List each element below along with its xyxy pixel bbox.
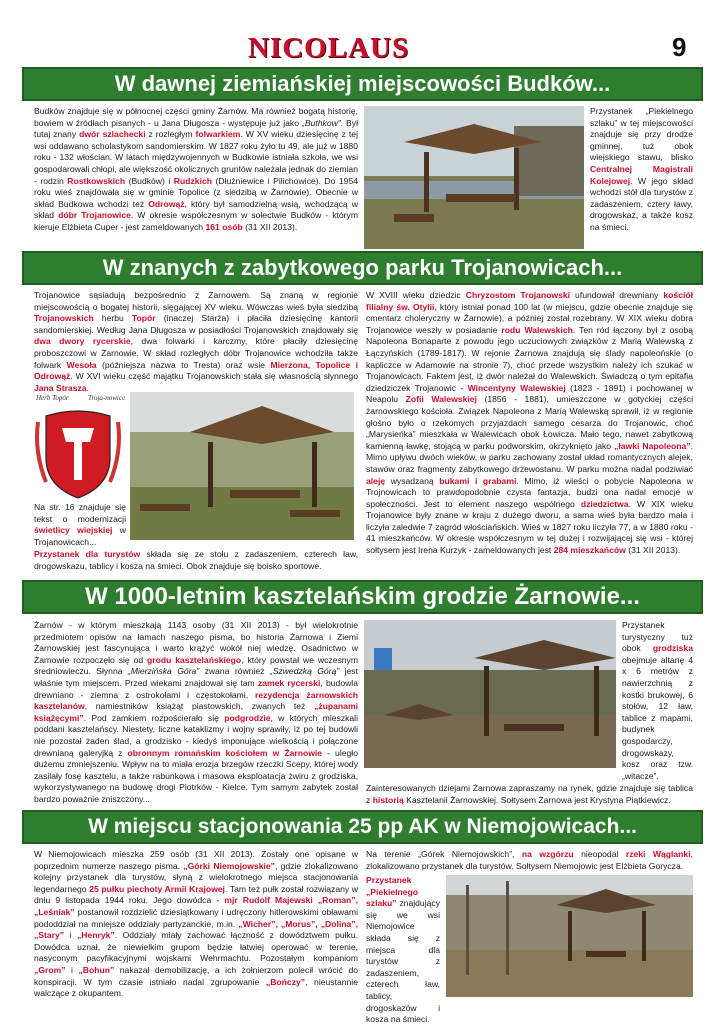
coat-of-arms [32, 392, 124, 502]
zarnow-stop-text: Przystanek turystyczny tuż obok grodziska obejmuje altanę 4 x 6 metrów z nawierzchnią z kostki brukowej, 6 stołów, 12 ław, tablice z mapami, budynek gospodarczy, drogowskazy, kosz oraz tzw. „witacze”. [622, 620, 693, 781]
trojanowice-left-text: Trojanowice sąsiadują bezpośrednio z Żarnowem. Są znaną w regionie miejscowością o bogatej historii, sięgającej XV wieku. Wówczas wieś była siedzibą Trojanowskich herbu Topór (inaczej Starża) i płaciła dziesięcinę kantorii sandomierskiej. Według Jana Długosza w posiadłości Trojanowskich znajdowały się dwa dwory rycerskie, dwa folwarki i karczmy, które płaciły dziesięcinę proboszczowi w Żarnowie. W skład rozległych dóbr Trojanowice wchodziła także folwark Wesoła (późniejsza nazwa to Tresta) oraz wsie Mierzona, Topolice i Odrowąż. W XVI wieku część majątku Trojanowskich stała się własnością słynnego Jana Strasza. [34, 290, 358, 393]
trojanowice-photo-shelter [130, 392, 354, 540]
niemojowice-intro-text: Na terenie „Górek Niemojowskich”, na wzgórzu nieopodal rzeki Wąglanki, zlokalizowano przystanek dla turystów. Sołtysem Niemojowic jest Elżbieta Gorycza. [366, 849, 693, 871]
trojanowice-right-text: W XVIII wieku dziedzic Chryzostom Trojanowski ufundował drewniany kościół filialny św. Otylii, który istniał ponad 100 lat (w miejscu, gdzie obecnie znajduje się cmentarz choleryczny w Żarnowie), a później został rozebrany. W XIX wieku dobra Trojanowice weszły w posiadanie rodu Walewskich. Ten ród łączony był z osobą Napoleona Bonaparte z powodu jego uczuciowych związków z Marią Walewską z Łączyńskich (1789-1817). W rejonie Żarnowa znajdują się ślady napoleońskie (o kapliczce w Adamowie na stronie 7), choć przede wszystkim należy ich szukać w Trojanowicach. Faktem jest, iż dwór należał do Walewskich. Świadczą o tym epitafia dziedziczek Trojanowic - Wincentyny Walewskiej (1823 - 1891) i pochowanej w Neapolu Zofii Walewskiej (1856 - 1881), umieszczone w gotyckiej części żarnowskiego kościoła. Związek Napoleona z Marią Walewską sprawił, iż w regionie głośno było o rzekomych przyjazdach samego cesarza do Trojanowic, choć „Marysieńka” mieszkała w Walewicach obok Łowicza. Mało tego, nawet zabytkową kamienną ławkę, stojącą w parku podworskim, okrzyknięto jako „ławki Napoleona”. Mimo upływu dwóch wieków, w parku zachowany został układ romantycznych alejek, stawów oraz fragmenty zabytkowego drzewostanu. W parku można nadal podziwiać aleję wysadzaną bukami i grabami. Mimo, iż wieści o pobycie Napoleona w Trojnowicach to prawdopodobnie czysta fantazja, budzi ona nadal emocje w społeczności. Jest to element naszego wspólnego dziedzictwa. W XIX wieku Trojanowice były znane w kraju z dużego dworu, a sama wieś była bardzo mała i liczyła zaledwie 7 zagród włościańskich. Wieś w 1827 roku liczyła 77, a w 1880 roku - 41 mieszkańców. W okresie współczesnym w tej dużej i rozwijającej się wsi - której sołtysem jest Irena Kurzyk - zameldowanych jest 284 mieszkańców (31 XII 2013). [366, 290, 694, 556]
niemojowice-stop-text: Przystanek „Piekielnego szlaku” znajdujący się we wsi Niemojowice składa się z miejsca dla turystów z zadaszeniem, czterech ław, tablicy, drogoskazów i kosza na śmieci. [366, 875, 440, 1025]
trojanowice-stop-text: Przystanek dla turystów składa się ze stołu z zadaszeniem, czterech ław, drogowskazu, tablicy i kosza na śmieci. Obok znajduje się boisko sportowe. [34, 549, 358, 571]
herb-label-2: Troja-nowice [88, 394, 126, 402]
zarnow-market-text: Zainteresowanych dziejami Żarnowa zapraszamy na rynek, gdzie znajduje się tablica z historią Kasztelanii Żarnowskiej. Sołtysem Żarnowa jest Krystyna Piątkiewicz. [366, 783, 693, 805]
budkow-stop-text: Przystanek „Piekielnego szlaku” w tej miejscowości znajduje się przy drodze gminnej, tuż obok wiejskiego stawu, blisko Centralnej Magistrali Kolejowej. W jego skład wchodzi stół dla turystów z zadaszeniem, cztery ławy, drogowskaz, a także kosz na śmieci. [590, 106, 693, 232]
budkow-photo-shelter [364, 106, 584, 249]
zarnow-photo-shelter [364, 620, 616, 768]
herb-label-1: Herb Topór [36, 394, 69, 402]
niemojowice-photo-shelter [446, 875, 693, 997]
section-title-niemojowice: W miejscu stacjonowania 25 pp AK w Niemojowicach... [22, 810, 703, 844]
svetlica-note: Na str. 16 znajduje się tekst o modernizacji świetlicy wiejskiej w Trojanowicach... [34, 502, 126, 547]
page-number: 9 [672, 32, 687, 62]
niemojowice-body-text: W Niemojowicach mieszka 259 osób (31 XII 2013). Zostały one opisane w poprzednim numerze naszego pisma. „Górki Niemojowskie”, gdzie zlokalizowano kolejny przystanek dla turystów, słyną z wielokrotnego miejsca stacjonowania legendarnego 25 pułku piechoty Armii Krajowej. Tam też pułk został rozwiązany w dniu 9 listopada 1944 roku. Jego dowódca - mjr Rudolf Majewski „Roman”, „Leśniak” postanowił rozdzielić dziesiątkowany i udręczony hitlerowskimi obławami pododdział na mniejsze oddziały partyzanckie, m.in. „Wicher”, „Morus”, „Dolina”, „Stary” i „Henryk”. Oddziały miały zachować łączność z dowództwem pułku. Dowódca uznał, że niewielkim grupom będzie łatwiej operować w terenie, nasyconym pacyfikacyjnymi wojskami Wehrmachtu. Pozostałym kompaniom „Grom” i „Bohun” nakazał demobilizację, a ich żołnierzom polecił wrócić do konspiracji. W tym czasie istniało nadal zgrupowanie „Bończy”, nieustannie walczące z okupantem. [34, 849, 359, 999]
budkow-body-text: Budków znajduje się w północnej części gminy Żarnów. Ma również bogatą historię, bowiem w źródłach pisanych - u Jana Długosza - występuje już jako „Buthkow”. Był tutaj znany dwór szlachecki z rozległym folwarkiem. W XV wieku dziesięcinę z tej wsi oddawano scholastykom sandomierskim. W 1827 roku żyło tu 49, ale już w 1880 roku - 132 włościan. W latach międzywojennych w Budkowie istniała szkoła, we wsi gospodarowali chłopi, ale większość okolicznych gruntów należała jednak do ziemian - rodzin Rostkowskich (Budków) i Rudzkich (Dłużniewice i Pilichowice). Do 1954 roku wieś znajdowała się w gminie Topolice (z siedzibą w Żarnowie). Obecnie w skład Budkowa wchodzi też Odrowąż, który był samodzielną wsią, wchodzącą w skład dóbr Trojanowice. W okresie współczesnym w sołectwie Budków - którym kieruje Elżbieta Cuper - jest zameldowanych 161 osób (31 XII 2013). [34, 106, 358, 232]
masthead-logo: NICOLAUS [248, 32, 410, 64]
section-title-trojanowice: W znanych z zabytkowego parku Trojanowicach... [22, 251, 703, 285]
section-title-budkow: W dawnej ziemiańskiej miejscowości Budków... [22, 67, 703, 101]
section-title-zarnow: W 1000-letnim kasztelańskim grodzie Żarnowie... [22, 580, 703, 614]
zarnow-body-text: Żarnów - w którym mieszkają 1143 osoby (31 XII 2013) - był wielokrotnie przedmiotem opisów na łamach naszego pisma, bo historia Żarnowa i Ziemi Żarnowskiej jest fascynująca i warto krążyć wokół niej wiedzę. Osadnictwo w Żarnowie rozpoczęło się od grodu kasztelańskiego, który powstał we wczesnym średniowieczu. Słynna „Mierzińska Góra” zwana również „Szwedzką Górą” jest właśnie tym miejscem. Przed wiekami znajdował się tam zamek rycerski, budowla drewniano - ziemna z ostrokołami i częstokołami, rezydencja żarnowskich kasztelanów, namiestników książąt piastowskich, zwanych też „żupanami książęcymi”. Pod zamkiem rozpościerało się podgrodzie, w których mieszkali poddani kasztelańscy. Niestety, liczne kataklizmy i wojny sprawiły, iż po tej budowli nie pozostał żaden ślad, a grodzisko - kiedyś imponujące wielkością i połączone drewnianą galeryjką z obronnym romańskim kościołem w Żarnowie - uległo dużemu zmniejszeniu. Wpływ na to miała erozja brzegów rzeczki Scepy, której wody zasilały fosę kasztelu, a także rabunkowa i masowa eksploatacja żwiru z grodziska, wykorzystywanego na budowę drogi Piotrków - Kielce. Tym samym zabytek został bardzo poważnie zniszczony... [34, 620, 359, 804]
